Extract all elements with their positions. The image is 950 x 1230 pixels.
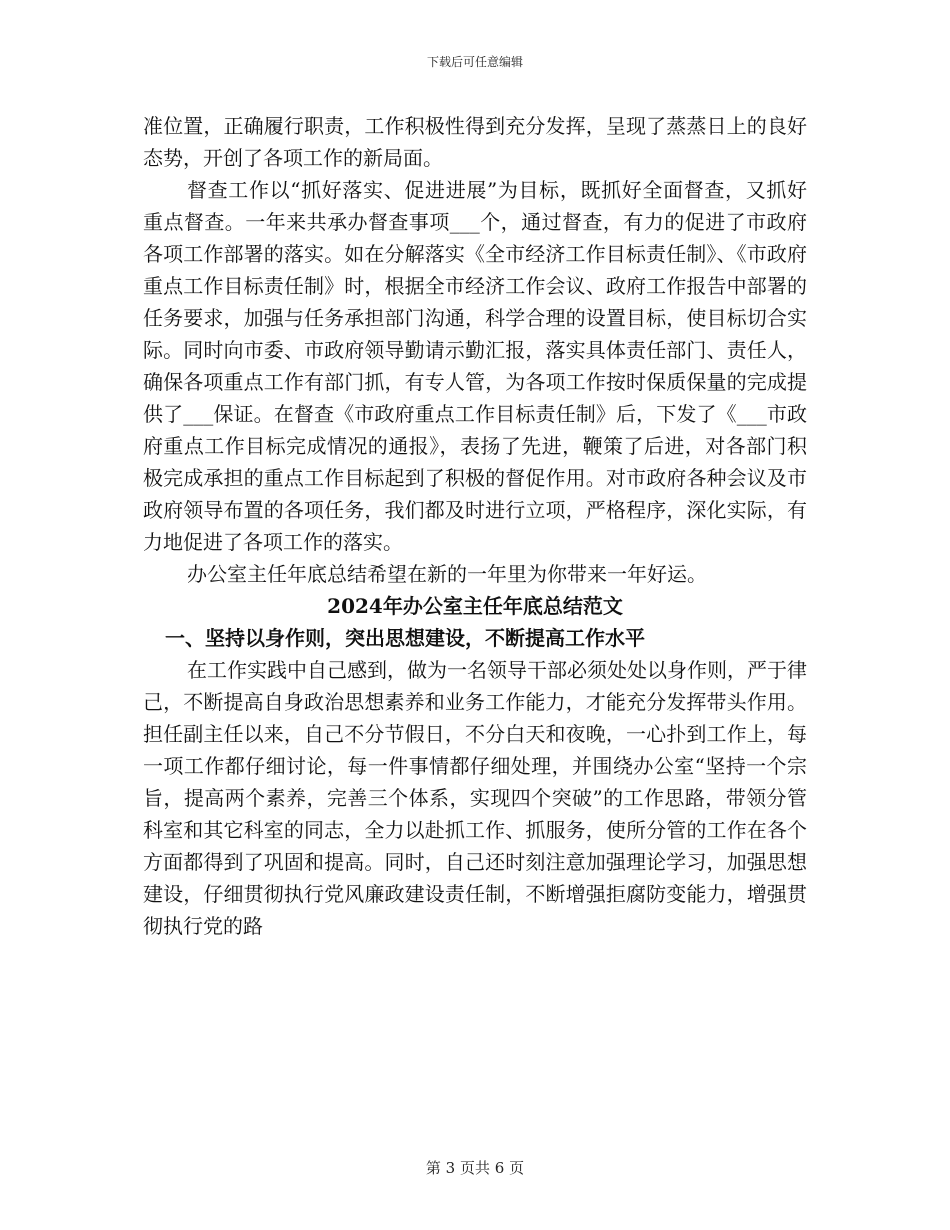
paragraph-supervision: 督查工作以“抓好落实、促进进展”为目标，既抓好全面督查，又抓好重点督查。一年来共承办督查事项___个，通过督查，有力的促进了市政府各项工作部署的落实。如在分解落实《全市经济工作目标责任制》、《市政府重点工作目标责任制》时，根据全市经济工作会议、政府工作报告中部署的任务要求，加强与任务承担部门沟通，科学合理的设置目标，使目标切合实际。同时向市委、市政府领导勤请示勤汇报，落实具体责任部门、责任人，确保各项重点工作有部门抓，有专人管，为各项工作按时保质保量的完成提供了___保证。在督查《市政府重点工作目标责任制》后，下发了《___市政府重点工作目标完成情况的通报》，表扬了先进，鞭策了后进，对各部门积极完成承担的重点工作目标起到了积极的督促作用。对市政府各种会议及市政府领导布置的各项任务，我们都及时进行立项，严格程序，深化实际，有力地促进了各项工作的落实。 [143,178,807,554]
document-body [143,110,807,942]
page-footer: 第 3 页共 6 页 [425,1159,525,1177]
paragraph-continuation: 准位置，正确履行职责，工作积极性得到充分发挥，呈现了蒸蒸日上的良好态势，开创了各项工作的新局面。 [143,114,807,170]
paragraph-self-discipline: 在工作实践中自己感到，做为一名领导干部必须处处以身作则，严于律己，不断提高自身政治思想素养和业务工作能力，才能充分发挥带头作用。担任副主任以来，自己不分节假日，不分白天和夜晚，一心扑到工作上，每一项工作都仔细讨论，每一件事情都仔细处理，并围绕办公室“坚持一个宗旨，提高两个素养，完善三个体系，实现四个突破”的工作思路，带领分管科室和其它科室的同志，全力以赴抓工作、抓服务，使所分管的工作在各个方面都得到了巩固和提高。同时，自己还时刻注意加强理论学习，加强思想建设，仔细贯彻执行党风廉政建设责任制，不断增强拒腐防变能力，增强贯彻执行党的路 [143,658,807,938]
page-header: 下载后可任意编辑 [426,55,523,69]
document-title: 2024年办公室主任年底总结范文 [327,594,623,618]
paragraph-wishes: 办公室主任年底总结希望在新的一年里为你带来一年好运。 [187,562,707,586]
section-heading-1: 一、坚持以身作则，突出思想建设，不断提高工作水平 [165,626,645,650]
